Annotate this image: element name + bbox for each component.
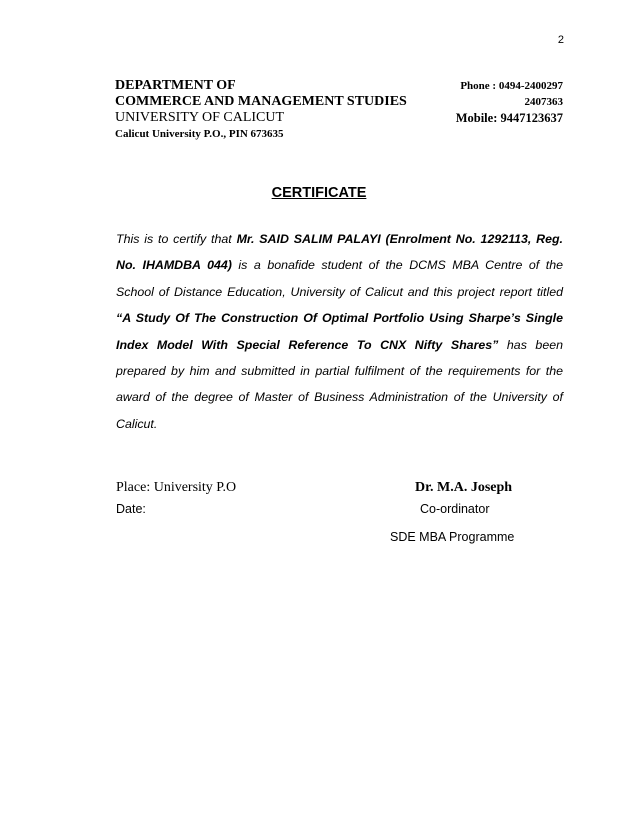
body-intro: This is to certify that xyxy=(116,232,237,246)
signatory-name: Dr. M.A. Joseph xyxy=(415,480,513,495)
department-line-2: COMMERCE AND MANAGEMENT STUDIES xyxy=(115,94,407,109)
certificate-title: CERTIFICATE xyxy=(271,185,367,201)
place-field: Place: University P.O xyxy=(116,480,237,495)
page-number: 2 xyxy=(557,34,564,46)
certificate-body xyxy=(116,226,563,437)
mobile-number: Mobile: 9447123637 xyxy=(455,111,563,125)
signatory-role: Co-ordinator xyxy=(420,502,490,516)
phone-number-2: 2407363 xyxy=(524,96,563,108)
department-line-1: DEPARTMENT OF xyxy=(115,78,236,93)
date-field: Date: xyxy=(116,502,146,516)
project-title: “A Study Of The Construction Of Optimal Portfolio Using Sharpe’s Single Index Model With Special Reference To CNX Nifty Shares” xyxy=(116,311,563,352)
university-name: UNIVERSITY OF CALICUT xyxy=(115,110,285,125)
phone-number: Phone : 0494-2400297 xyxy=(460,80,563,92)
student-details: Mr. SAID SALIM PALAYI (Enrolment No. 1292113, Reg. No. IHAMDBA 044) xyxy=(116,232,563,273)
university-address: Calicut University P.O., PIN 673635 xyxy=(115,128,284,140)
body-ending: has been prepared by him and submitted in partial fulfilment of the requirements for the award of the degree of Master of Business Administration of the University of Calicut. xyxy=(116,337,563,431)
body-middle: is a bonafide student of the DCMS MBA Centre of the School of Distance Education, University of Calicut and this project report titled xyxy=(116,258,563,299)
letterhead xyxy=(115,78,565,140)
signatory-programme: SDE MBA Programme xyxy=(390,530,515,544)
